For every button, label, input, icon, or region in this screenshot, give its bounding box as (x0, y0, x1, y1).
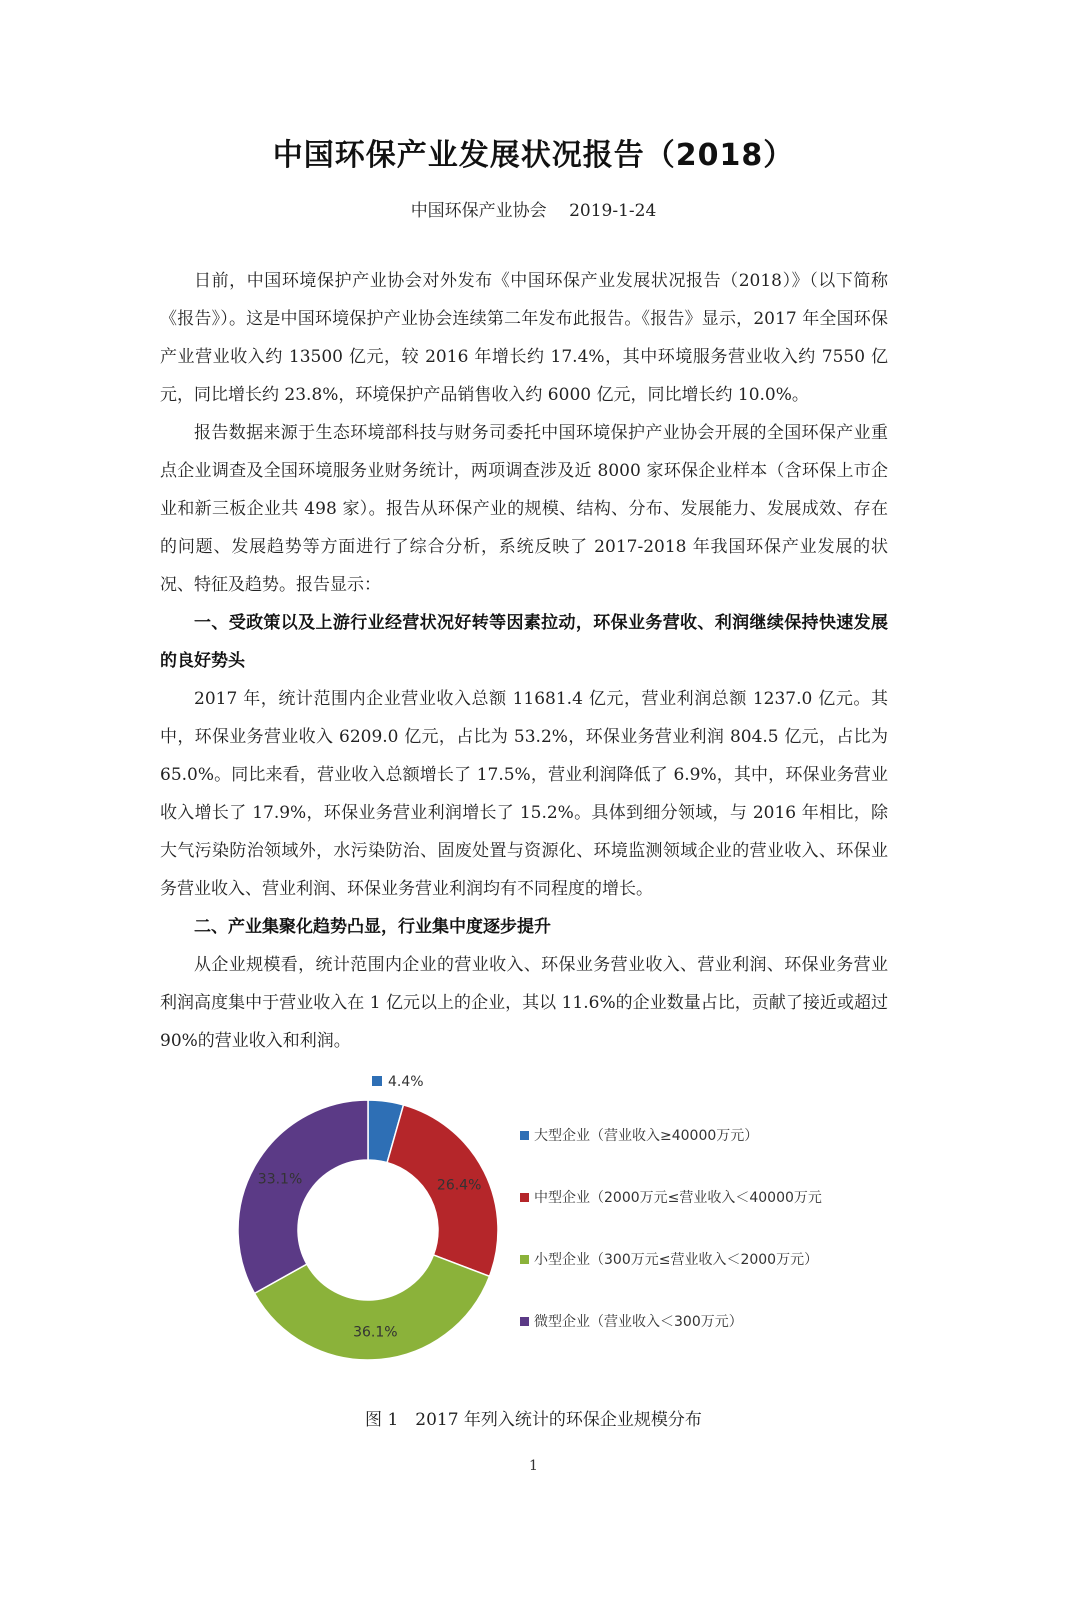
legend-label: 微型企业（营业收入＜300万元） (534, 1314, 743, 1330)
legend-swatch (520, 1131, 529, 1140)
slice-data-label: 36.1% (353, 1324, 398, 1341)
paragraph-data-source: 报告数据来源于生态环境部科技与财务司委托中国环境保护产业协会开展的全国环保产业重点企业调查及全国环境服务业财务统计，两项调查涉及近 8000 家环保企业样本（含环保上市企业和新三板企业共 498 家）。报告从环保产业的规模、结构、分布、发展能力、发展成效、存在的问题、发展趋势等方面进行了综合分析，系统反映了 2017-2018 年我国环保产业发展的状况、特征及趋势。报告显示： (160, 423, 888, 595)
legend-swatch (520, 1193, 529, 1202)
legend-swatch (520, 1317, 529, 1326)
document-title: 中国环保产业发展状况报告（2018） (272, 138, 795, 173)
legend-label: 小型企业（300万元≤营业收入＜2000万元） (534, 1252, 819, 1268)
section-heading-1: 一、受政策以及上游行业经营状况好转等因素拉动，环保业务营收、利润继续保持快速发展的良好势头 (160, 613, 888, 671)
slice-data-label: 4.4% (388, 1074, 424, 1090)
section-heading-2: 二、产业集聚化趋势凸显，行业集中度逐步提升 (194, 917, 551, 937)
paragraph-intro: 日前，中国环境保护产业协会对外发布《中国环保产业发展状况报告（2018）》（以下简称《报告》）。这是中国环境保护产业协会连续第二年发布此报告。《报告》显示，2017 年全国环保产业营业收入约 13500 亿元，较 2016 年增长约 17.4%，其中环境服务营业收入约 7550 亿元，同比增长约 23.8%，环境保护产品销售收入约 6000 亿元，同比增长约 10.0%。 (160, 271, 888, 405)
paragraph-concentration: 从企业规模看，统计范围内企业的营业收入、环保业务营业收入、营业利润、环保业务营业利润高度集中于营业收入在 1 亿元以上的企业，其以 11.6%的企业数量占比，贡献了接近或超过 90%的营业收入和利润。 (160, 955, 888, 1051)
byline: 中国环保产业协会 2019-1-24 (410, 201, 657, 221)
article-body (160, 262, 888, 1060)
donut-slice-4 (238, 1100, 368, 1293)
donut-chart-svg (230, 1068, 830, 1398)
outside-label-marker (372, 1076, 382, 1086)
legend-label: 大型企业（营业收入≥40000万元） (534, 1128, 759, 1144)
enterprise-scale-chart (230, 1068, 830, 1398)
paragraph-revenue: 2017 年，统计范围内企业营业收入总额 11681.4 亿元，营业利润总额 1237.0 亿元。其中，环保业务营业收入 6209.0 亿元，占比为 53.2%，环保业务营业利润 804.5 亿元，占比为 65.0%。同比来看，营业收入总额增长了 17.5%，营业利润降低了 6.9%，其中，环保业务营业收入增长了 17.9%，环保业务营业利润增长了 15.2%。具体到细分领域，与 2016 年相比，除大气污染防治领域外，水污染防治、固废处置与资源化、环境监测领域企业的营业收入、环保业务营业收入、营业利润、环保业务营业利润均有不同程度的增长。 (160, 689, 888, 899)
legend-label: 中型企业（2000万元≤营业收入＜40000万元 (534, 1190, 822, 1206)
legend-swatch (520, 1255, 529, 1264)
page-number: 1 (529, 1458, 538, 1474)
figure-caption: 图 1 2017 年列入统计的环保企业规模分布 (365, 1410, 702, 1430)
slice-data-label: 33.1% (257, 1171, 303, 1188)
slice-data-label: 26.4% (436, 1177, 482, 1194)
